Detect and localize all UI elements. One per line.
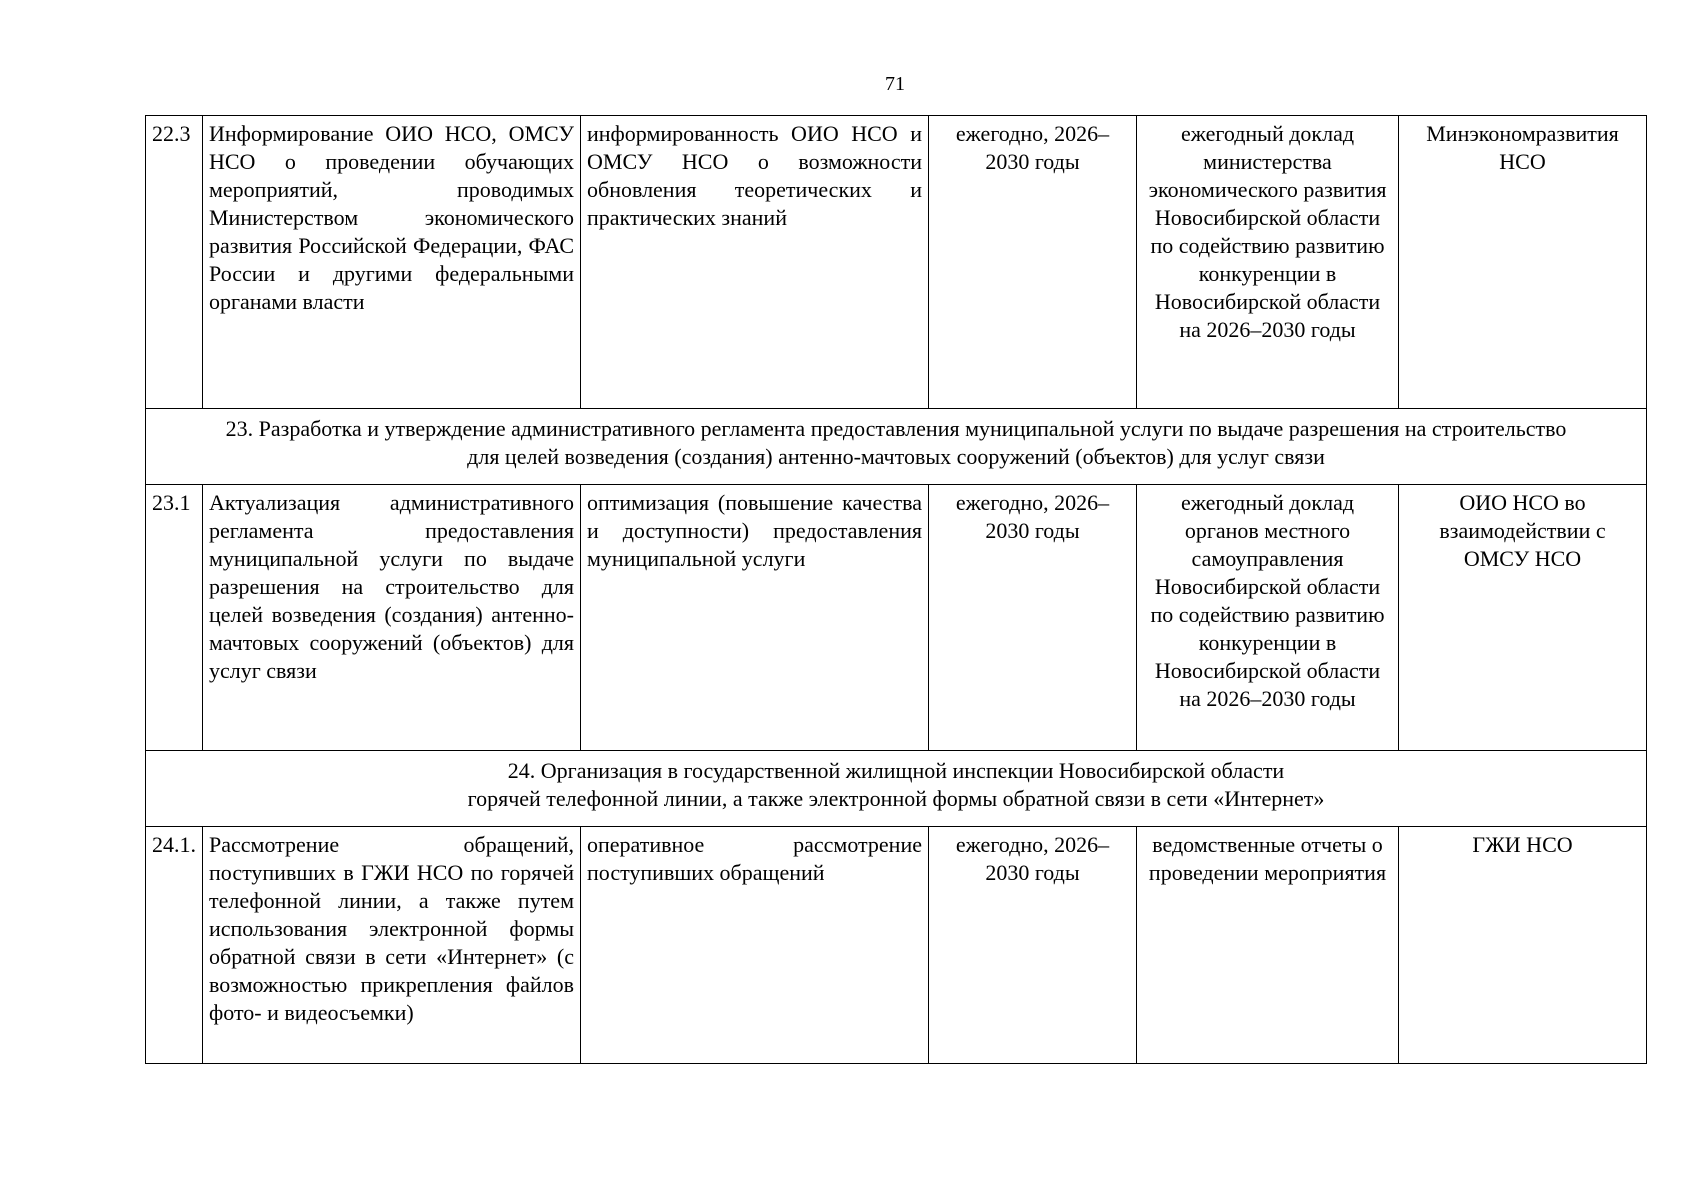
section-heading-line: для целей возведения (создания) антенно-мачтовых сооружений (объектов) для услуг связи <box>467 444 1325 469</box>
section-heading-line: 23. Разработка и утверждение административного регламента предоставления муниципальной услуги по выдаче разрешения на строительство <box>225 416 1567 441</box>
document-cell: ежегодный доклад органов местного самоуправления Новосибирской области по содействию развитию конкуренции в Новосибирской области на 2026–2030 годы <box>1137 485 1399 751</box>
section-heading-line: 24. Организация в государственной жилищной инспекции Новосибирской области <box>507 758 1285 783</box>
row-number: 23.1 <box>146 485 203 751</box>
document-cell: ведомственные отчеты о проведении мероприятия <box>1137 827 1399 1064</box>
event-cell: Актуализация административного регламента предоставления муниципальной услуги по выдаче разрешения на строительство для целей возведения (создания) антенно-мачтовых сооружений (объектов) для услуг связи <box>203 485 581 751</box>
section-heading <box>146 751 1647 827</box>
executor-cell: ОИО НСО во взаимодействии с ОМСУ НСО <box>1399 485 1647 751</box>
executor-cell: Минэкономразвития НСО <box>1399 116 1647 409</box>
executor-cell: ГЖИ НСО <box>1399 827 1647 1064</box>
section-heading <box>146 409 1647 485</box>
row-number: 22.3 <box>146 116 203 409</box>
event-cell: Рассмотрение обращений, поступивших в ГЖИ НСО по горячей телефонной линии, а также путем использования электронной формы обратной связи в сети «Интернет» (с возможностью прикрепления файлов фото- и видеосъемки) <box>203 827 581 1064</box>
result-cell: информированность ОИО НСО и ОМСУ НСО о возможности обновления теоретических и практических знаний <box>581 116 929 409</box>
page-number: 71 <box>885 73 905 95</box>
measures-table <box>145 115 1647 1064</box>
document-cell: ежегодный доклад министерства экономического развития Новосибирской области по содействию развитию конкуренции в Новосибирской области на 2026–2030 годы <box>1137 116 1399 409</box>
table-row <box>146 116 1647 409</box>
event-cell: Информирование ОИО НСО, ОМСУ НСО о проведении обучающих мероприятий, проводимых Министерством экономического развития Российской Федерации, ФАС России и другими федеральными органами власти <box>203 116 581 409</box>
table-row <box>146 485 1647 751</box>
term-cell: ежегодно, 2026–2030 годы <box>929 827 1137 1064</box>
section-heading-row <box>146 409 1647 485</box>
term-cell: ежегодно, 2026–2030 годы <box>929 485 1137 751</box>
result-cell: оптимизация (повышение качества и доступности) предоставления муниципальной услуги <box>581 485 929 751</box>
term-cell: ежегодно, 2026–2030 годы <box>929 116 1137 409</box>
row-number: 24.1. <box>146 827 203 1064</box>
section-heading-row <box>146 751 1647 827</box>
table-row <box>146 827 1647 1064</box>
section-heading-line: горячей телефонной линии, а также электронной формы обратной связи в сети «Интернет» <box>467 786 1325 811</box>
result-cell: оперативное рассмотрение поступивших обращений <box>581 827 929 1064</box>
